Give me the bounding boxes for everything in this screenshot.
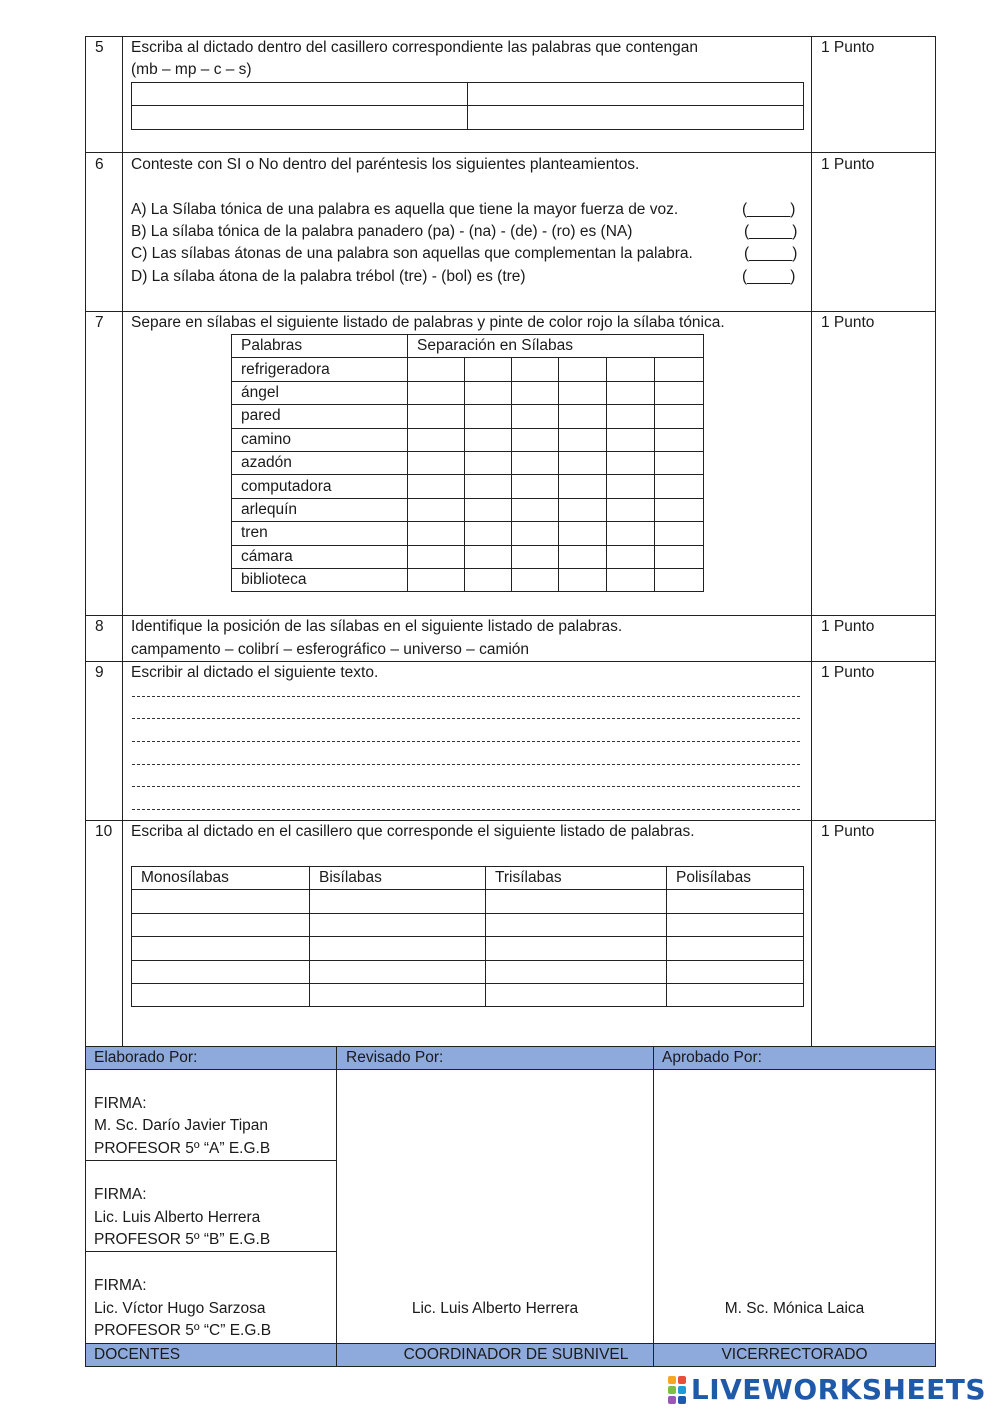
syllable-cell[interactable]	[465, 522, 512, 545]
syllable-cell[interactable]	[408, 405, 465, 428]
word-cell: azadón	[232, 451, 408, 474]
table-row	[232, 498, 704, 521]
syllable-cell[interactable]	[559, 545, 607, 568]
word-cell: tren	[232, 522, 408, 545]
word-cell: biblioteca	[232, 568, 408, 591]
answer-cell[interactable]	[486, 913, 667, 936]
elaborated-by-label: Elaborado Por:	[94, 1049, 198, 1066]
question-number: 5	[95, 39, 104, 56]
table-row	[232, 358, 704, 381]
coordinator-label: COORDINADOR DE SUBNIVEL	[403, 1346, 629, 1363]
syllable-cell[interactable]	[465, 381, 512, 404]
writing-line[interactable]	[132, 786, 800, 787]
question-number: 7	[95, 314, 104, 331]
answer-cell[interactable]	[667, 890, 804, 913]
word-cell: arlequín	[232, 498, 408, 521]
syllable-cell[interactable]	[607, 568, 655, 591]
answer-cell[interactable]	[468, 83, 804, 106]
table-row	[232, 568, 704, 591]
table-row	[232, 451, 704, 474]
syllable-cell[interactable]	[655, 428, 704, 451]
answer-cell[interactable]	[132, 913, 310, 936]
table-row	[232, 475, 704, 498]
answer-cell[interactable]	[310, 913, 486, 936]
syllable-cell[interactable]	[655, 568, 704, 591]
syllable-cell[interactable]	[607, 545, 655, 568]
answer-cell[interactable]	[132, 960, 310, 983]
answer-cell[interactable]	[132, 890, 310, 913]
syllable-cell[interactable]	[465, 405, 512, 428]
syllable-cell[interactable]	[512, 522, 559, 545]
writing-line[interactable]	[132, 696, 800, 697]
syllable-cell[interactable]	[559, 405, 607, 428]
answer-cell[interactable]	[486, 937, 667, 960]
syllable-cell[interactable]	[607, 381, 655, 404]
word-cell: ángel	[232, 381, 408, 404]
answer-cell[interactable]	[310, 890, 486, 913]
table-header: Bisílabas	[310, 867, 486, 890]
word-cell: cámara	[232, 545, 408, 568]
answer-cell[interactable]	[310, 983, 486, 1006]
reviewer-name: Lic. Luis Alberto Herrera	[411, 1300, 579, 1317]
header-band	[86, 1047, 935, 1069]
question-points: 1 Punto	[821, 664, 875, 681]
question-prompt-line2: (mb – mp – c – s)	[131, 61, 252, 78]
question-number: 8	[95, 618, 104, 635]
answer-cell[interactable]	[132, 937, 310, 960]
syllable-cell[interactable]	[408, 358, 465, 381]
word-cell: camino	[232, 428, 408, 451]
syllable-cell[interactable]	[408, 498, 465, 521]
answer-blank[interactable]: (_____)	[744, 223, 798, 240]
syllable-cell[interactable]	[512, 358, 559, 381]
word-cell: pared	[232, 405, 408, 428]
syllable-cell[interactable]	[512, 405, 559, 428]
syllable-cell[interactable]	[408, 522, 465, 545]
syllable-cell[interactable]	[465, 475, 512, 498]
answer-cell[interactable]	[310, 937, 486, 960]
syllable-cell[interactable]	[655, 405, 704, 428]
answer-cell[interactable]	[132, 106, 468, 129]
answer-cell[interactable]	[132, 983, 310, 1006]
syllable-cell[interactable]	[512, 451, 559, 474]
table-header: Polisílabas	[667, 867, 804, 890]
syllable-cell[interactable]	[512, 381, 559, 404]
word-cell: refrigeradora	[232, 358, 408, 381]
vice-rectorate-label: VICERRECTORADO	[721, 1346, 868, 1363]
answer-cell[interactable]	[667, 937, 804, 960]
signature-label: FIRMA:	[94, 1095, 147, 1112]
writing-line[interactable]	[132, 764, 800, 765]
classification-table	[131, 866, 804, 1007]
syllable-cell[interactable]	[408, 568, 465, 591]
syllable-cell[interactable]	[559, 568, 607, 591]
syllable-cell[interactable]	[607, 428, 655, 451]
word-list: campamento – colibrí – esferográfico – universo – camión	[131, 641, 530, 658]
syllable-cell[interactable]	[559, 475, 607, 498]
answer-cell[interactable]	[486, 960, 667, 983]
teachers-label: DOCENTES	[94, 1346, 181, 1363]
answer-grid-q5	[131, 82, 804, 130]
signer-name: M. Sc. Darío Javier Tipan	[94, 1117, 269, 1134]
question-prompt: Escriba al dictado dentro del casillero correspondiente las palabras que contengan	[131, 39, 698, 56]
signature-label: FIRMA:	[94, 1186, 147, 1203]
table-row	[132, 890, 804, 913]
liveworksheets-logo	[667, 1373, 986, 1406]
answer-cell[interactable]	[667, 913, 804, 936]
syllable-cell[interactable]	[465, 428, 512, 451]
question-prompt: Escribir al dictado el siguiente texto.	[131, 664, 379, 681]
word-cell: computadora	[232, 475, 408, 498]
syllable-cell[interactable]	[559, 428, 607, 451]
syllable-cell[interactable]	[655, 358, 704, 381]
syllable-cell[interactable]	[655, 475, 704, 498]
table-row	[132, 913, 804, 936]
answer-blank[interactable]: (_____)	[742, 268, 796, 285]
table-row	[132, 960, 804, 983]
question-points: 1 Punto	[821, 39, 875, 56]
syllable-cell[interactable]	[465, 451, 512, 474]
signer-role: PROFESOR 5º “C” E.G.B	[94, 1322, 272, 1339]
syllable-cell[interactable]	[512, 568, 559, 591]
approved-by-label: Aprobado Por:	[662, 1049, 762, 1066]
syllable-cell[interactable]	[655, 451, 704, 474]
signer-role: PROFESOR 5º “A” E.G.B	[94, 1140, 271, 1157]
answer-cell[interactable]	[486, 983, 667, 1006]
syllable-cell[interactable]	[408, 475, 465, 498]
syllable-cell[interactable]	[465, 545, 512, 568]
syllable-cell[interactable]	[512, 428, 559, 451]
answer-cell[interactable]	[132, 83, 468, 106]
syllable-cell[interactable]	[655, 522, 704, 545]
answer-cell[interactable]	[310, 960, 486, 983]
answer-blank[interactable]: (_____)	[744, 245, 798, 262]
syllable-cell[interactable]	[408, 545, 465, 568]
syllable-cell[interactable]	[465, 358, 512, 381]
syllable-cell[interactable]	[559, 381, 607, 404]
syllable-cell[interactable]	[559, 498, 607, 521]
syllable-table	[231, 334, 704, 592]
syllable-cell[interactable]	[607, 405, 655, 428]
table-row	[132, 983, 804, 1006]
signature-label: FIRMA:	[94, 1277, 147, 1294]
table-row	[232, 545, 704, 568]
syllable-cell[interactable]	[655, 545, 704, 568]
syllable-cell[interactable]	[607, 358, 655, 381]
syllable-cell[interactable]	[408, 451, 465, 474]
answer-cell[interactable]	[667, 960, 804, 983]
table-row	[232, 428, 704, 451]
question-number: 6	[95, 156, 104, 173]
syllable-cell[interactable]	[512, 498, 559, 521]
question-prompt: Separe en sílabas el siguiente listado de palabras y pinte de color rojo la sílaba tónica.	[131, 314, 725, 331]
syllable-cell[interactable]	[465, 568, 512, 591]
answer-cell[interactable]	[486, 890, 667, 913]
question-prompt: Identifique la posición de las sílabas en el siguiente listado de palabras.	[131, 618, 623, 635]
writing-line[interactable]	[132, 809, 800, 810]
syllable-cell[interactable]	[607, 498, 655, 521]
writing-line[interactable]	[132, 741, 800, 742]
question-prompt: Escriba al dictado en el casillero que corresponde el siguiente listado de palabras.	[131, 823, 695, 840]
statement-c: C) Las sílabas átonas de una palabra son aquellas que complementan la palabra.	[131, 245, 693, 262]
table-row	[232, 522, 704, 545]
brand-name: LIVEWORKSHEETS	[690, 1373, 986, 1406]
table-row	[132, 937, 804, 960]
table-header: Separación en Sílabas	[408, 335, 704, 358]
answer-cell[interactable]	[468, 106, 804, 129]
reviewed-by-label: Revisado Por:	[346, 1049, 444, 1066]
syllable-cell[interactable]	[655, 498, 704, 521]
table-header: Trisílabas	[486, 867, 667, 890]
approver-name: M. Sc. Mónica Laica	[724, 1300, 865, 1317]
statement-b: B) La sílaba tónica de la palabra panadero (pa) - (na) - (de) - (ro) es (NA)	[131, 223, 633, 240]
logo-icon	[667, 1375, 687, 1405]
question-points: 1 Punto	[821, 156, 875, 173]
syllable-cell[interactable]	[465, 498, 512, 521]
signer-role: PROFESOR 5º “B” E.G.B	[94, 1231, 271, 1248]
syllable-cell[interactable]	[408, 381, 465, 404]
syllable-cell[interactable]	[607, 451, 655, 474]
writing-line[interactable]	[132, 718, 800, 719]
table-row	[232, 381, 704, 404]
answer-cell[interactable]	[667, 983, 804, 1006]
question-number: 9	[95, 664, 104, 681]
question-number: 10	[95, 823, 113, 840]
syllable-cell[interactable]	[512, 545, 559, 568]
syllable-cell[interactable]	[512, 475, 559, 498]
answer-blank[interactable]: (_____)	[742, 201, 796, 218]
table-header: Palabras	[232, 335, 408, 358]
signer-name: Lic. Víctor Hugo Sarzosa	[94, 1300, 266, 1317]
syllable-cell[interactable]	[655, 381, 704, 404]
statement-d: D) La sílaba átona de la palabra trébol (tre) - (bol) es (tre)	[131, 268, 526, 285]
syllable-cell[interactable]	[559, 451, 607, 474]
syllable-cell[interactable]	[559, 522, 607, 545]
statement-a: A) La Sílaba tónica de una palabra es aquella que tiene la mayor fuerza de voz.	[131, 201, 679, 218]
question-points: 1 Punto	[821, 314, 875, 331]
table-header: Monosílabas	[132, 867, 310, 890]
signer-name: Lic. Luis Alberto Herrera	[94, 1209, 261, 1226]
syllable-cell[interactable]	[559, 358, 607, 381]
syllable-cell[interactable]	[408, 428, 465, 451]
table-row	[232, 405, 704, 428]
question-prompt: Conteste con SI o No dentro del paréntesis los siguientes planteamientos.	[131, 156, 640, 173]
syllable-cell[interactable]	[607, 522, 655, 545]
question-points: 1 Punto	[821, 823, 875, 840]
syllable-cell[interactable]	[607, 475, 655, 498]
question-points: 1 Punto	[821, 618, 875, 635]
